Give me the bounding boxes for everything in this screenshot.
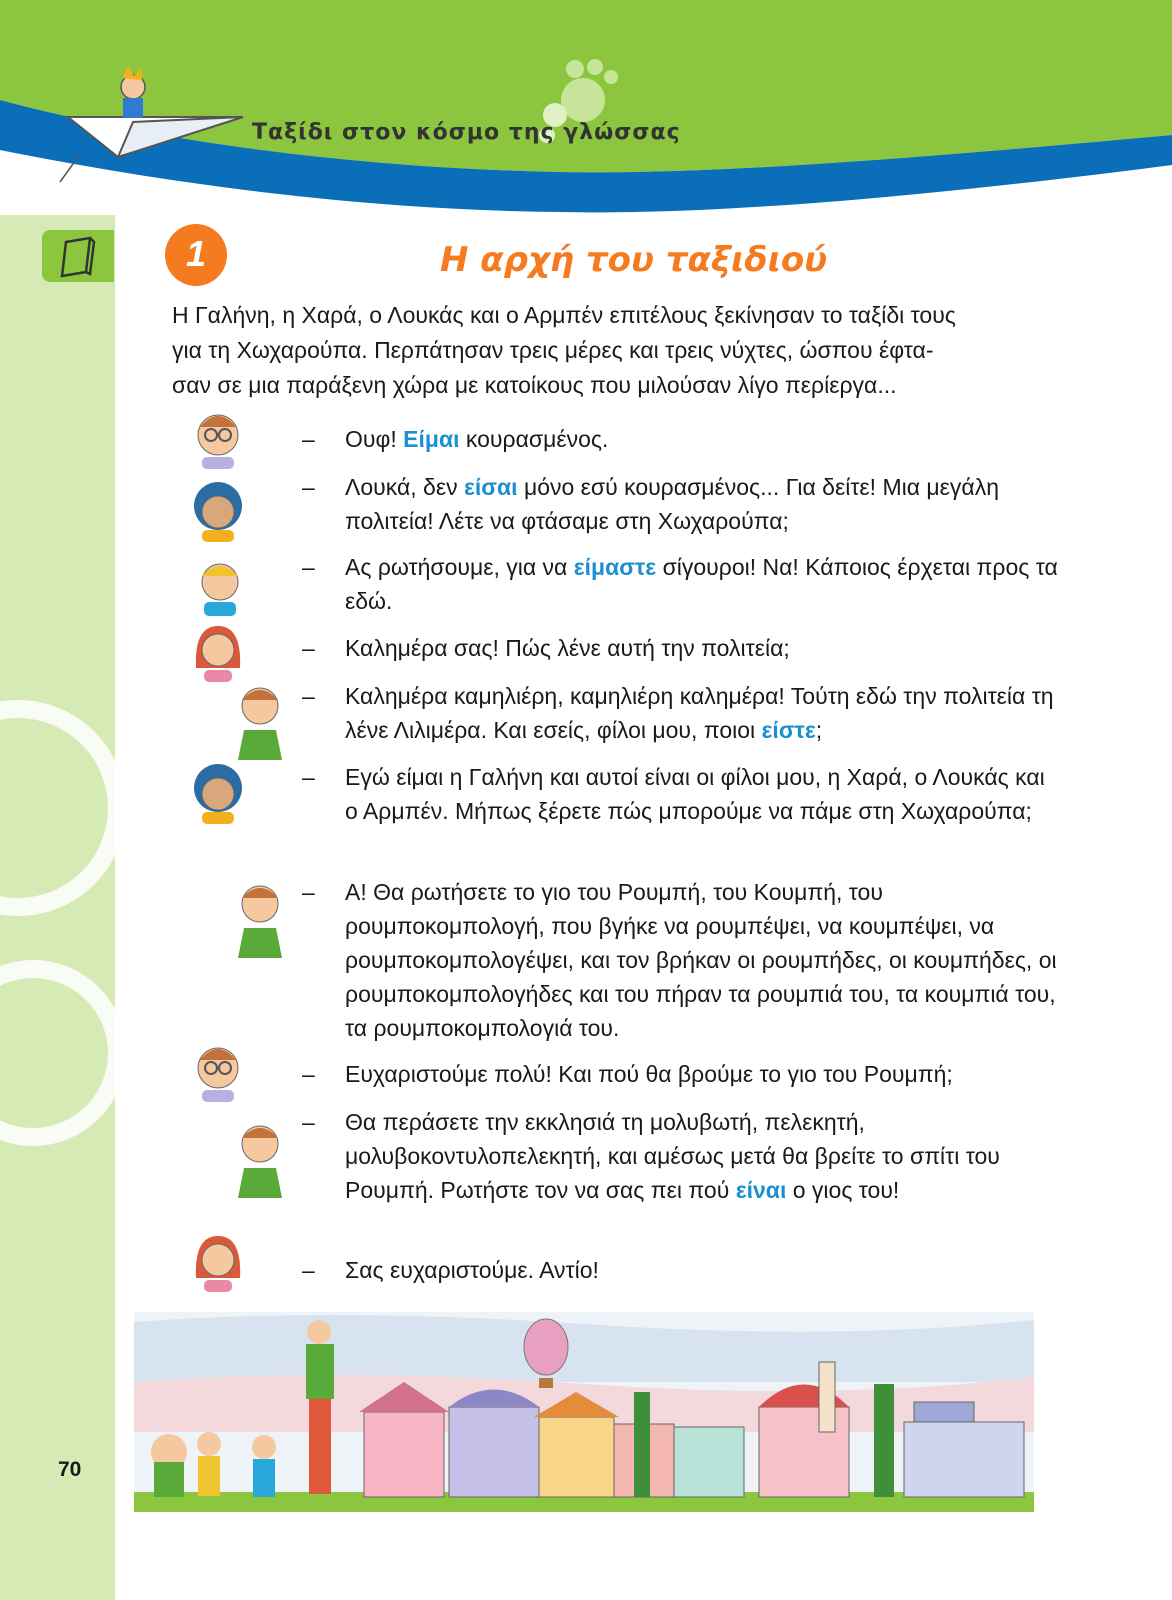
dialogue-text: Καλημέρα καμηλιέρη, καμηλιέρη καλημέρα! Τούτη εδώ την πολιτεία τη λένε Λιλιμέρα. Και εσείς, φίλοι μου, ποιοι (345, 683, 1054, 743)
boy-glasses-avatar (188, 1038, 248, 1104)
paper-plane-boy-icon (58, 62, 248, 187)
man-avatar (228, 678, 292, 760)
dialogue-dash: – (302, 554, 315, 580)
dialogue-text: ; (815, 717, 823, 743)
book-icon (42, 230, 114, 282)
dialogue-dash: – (302, 879, 315, 905)
dialogue-text: σίγουροι! Να! Κάποιος έρχεται προς τα εδώ. (345, 554, 1058, 614)
dialogue-dash: – (302, 683, 315, 709)
dialogue-text: ο γιος του! (786, 1177, 900, 1203)
dialogue-dash: – (302, 635, 315, 661)
dialogue-text: Ας ρωτήσουμε, για να (345, 554, 574, 580)
girl-red-avatar (188, 1228, 248, 1294)
boy-glasses-avatar (188, 405, 248, 471)
man-avatar (228, 1116, 292, 1198)
dialogue-text: μόνο εσύ κουρασμένος... Για δείτε! Μια μεγάλη πολιτεία! Λέτε να φτάσαμε στη Χωχαρούπα; (345, 474, 1000, 534)
dialogue-text: Σας ευχαριστούμε. Αντίο! (345, 1257, 599, 1283)
dialogue-text: κουρασμένος. (459, 426, 609, 452)
highlighted-verb: είστε (761, 717, 816, 743)
girl-red-avatar (188, 618, 248, 684)
lesson-number-badge: 1 (165, 224, 227, 286)
lesson-title: Η αρχή του ταξιδιού (440, 240, 828, 280)
highlighted-verb: είμαστε (573, 554, 657, 580)
page-number: 70 (58, 1458, 82, 1481)
dialogue-text: Ευχαριστούμε πολύ! Και πού θα βρούμε το γιο του Ρουμπή; (345, 1061, 953, 1087)
dialogue-dash: – (302, 1257, 315, 1283)
dialogue-text: Καλημέρα σας! Πώς λένε αυτή την πολιτεία; (345, 635, 790, 661)
book-tab (42, 230, 114, 282)
intro-line: για τη Χωχαρούπα. Περπάτησαν τρεις μέρες και τρεις νύχτες, ώσπου έφτα- (172, 337, 934, 363)
intro-paragraph (172, 298, 1072, 403)
dialogue-text: Λουκά, δεν (345, 474, 464, 500)
dialogue-text: Εγώ είμαι η Γαλήνη και αυτοί είναι οι φίλοι μου, η Χαρά, ο Λουκάς και ο Αρμπέν. Μήπως ξέρετε πώς μπορούμε να πάμε στη Χωχαρούπα; (345, 764, 1045, 824)
dialogue-text: Θα περάσετε την εκκλησιά τη μολυβωτή, πελεκητή, μολυβοκοντυλοπελεκητή, και αμέσως μετά θα βρείτε το σπίτι του Ρουμπή. Ρωτήστε τον να σας πει πού (345, 1109, 1000, 1203)
intro-line: σαν σε μια παράξενη χώρα με κατοίκους που μιλούσαν λίγο περίεργα... (172, 372, 897, 398)
highlighted-verb: είσαι (463, 474, 518, 500)
intro-line: Η Γαλήνη, η Χαρά, ο Λουκάς και ο Αρμπέν επιτέλους ξεκίνησαν το ταξίδι τους (172, 302, 956, 328)
town-illustration (134, 1312, 1034, 1522)
dialogue-dash: – (302, 764, 315, 790)
dialogue-dash: – (302, 1061, 315, 1087)
girl-curly-avatar (188, 760, 248, 826)
dialogue-text: Ουφ! (345, 426, 404, 452)
dialogue-dash: – (302, 426, 315, 452)
man-avatar (228, 876, 292, 958)
boy-blond-avatar (190, 552, 250, 618)
dialogue-dash: – (302, 474, 315, 500)
dialogue-dash: – (302, 1109, 315, 1135)
dialogue-text: Α! Θα ρωτήσετε το γιο του Ρουμπή, του Κουμπή, του ρουμποκομπολογή, που βγήκε να ρουμπέψει, να κουμπέψει, να ρουμποκομπολογέψει, και τον βρήκαν οι ρουμπήδες, οι κουμπήδες, οι ρουμποκομπολογήδες και του πήραν τα ρουμπιά του, τα κουμπιά του, τα ρουμποκομπολογιά του. (345, 879, 1057, 1041)
highlighted-verb: είναι (735, 1177, 787, 1203)
highlighted-verb: Είμαι (403, 426, 460, 452)
section-header-title: Ταξίδι στον κόσμο της γλώσσας (252, 120, 681, 145)
girl-curly-avatar (188, 478, 248, 544)
